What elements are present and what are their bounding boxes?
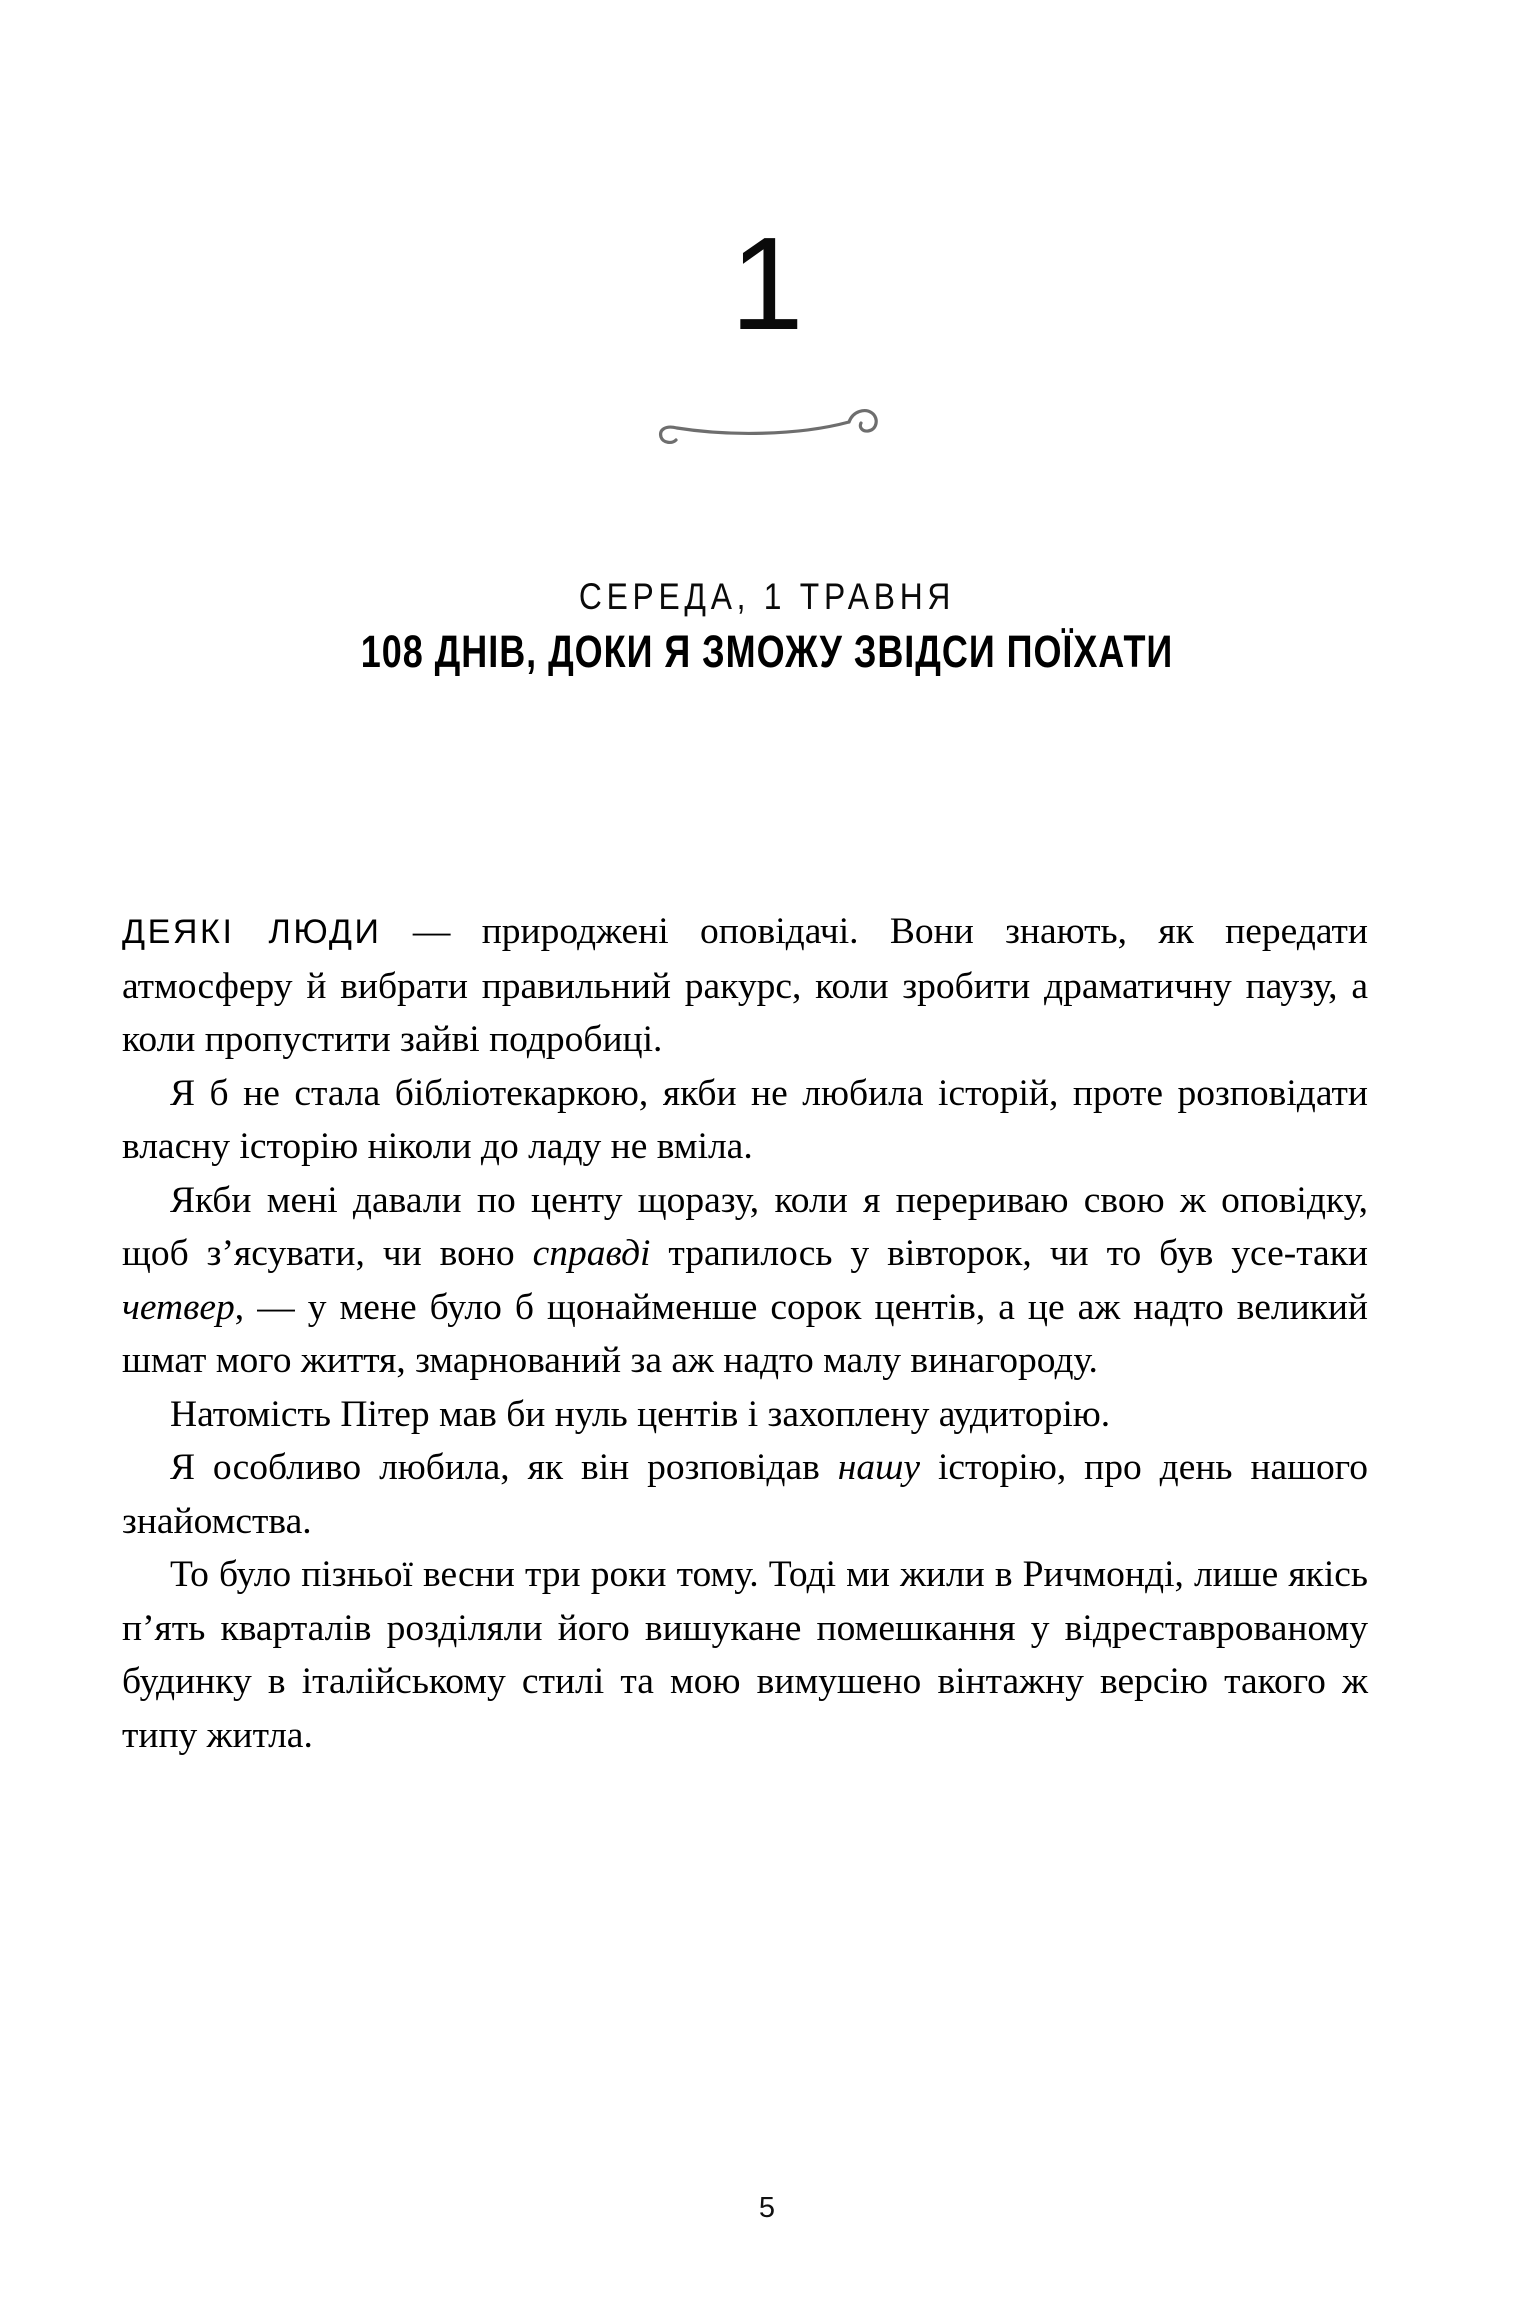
body-paragraph [122, 1388, 1368, 1442]
body-paragraph [122, 1548, 1368, 1762]
page-number: 5 [758, 2192, 776, 2224]
chapter-number: 1 [730, 210, 804, 357]
heading-date-line: СЕРЕДА, 1 ТРАВНЯ [578, 576, 956, 617]
body-text-run: — природжені оповідачі. Вони знають, як передати атмосферу й вибрати правильний ракурс, коли зробити драматичну паузу, а коли пропустити зайві подробиці. [122, 911, 1368, 1060]
body-text-run: Натомість Пітер мав би нуль центів і захоплену аудиторію. [170, 1393, 1111, 1435]
ornament-flourish [0, 392, 1534, 452]
emphasis-italic: четвер [122, 1286, 235, 1328]
heading-countdown-line: 108 ДНІВ, ДОКИ Я ЗМОЖУ ЗВІДСИ ПОЇХАТИ [360, 626, 1174, 678]
body-text-run: То було пізньої весни три роки тому. Тоді ми жили в Ричмонді, лише якісь п’ять кварталів розділяли його вишукане помешкання у відреставрованому будинку в італійському стилі та мою вимушено вінтажну версію такого ж типу житла. [122, 1554, 1368, 1756]
opening-small-caps: ДЕЯКІ ЛЮДИ [122, 913, 382, 951]
body-text-run: історію, про день нашого знайомства. [122, 1447, 1368, 1542]
body-text-run: Я особливо любила, як він розповідав [170, 1447, 838, 1488]
body-paragraph [122, 905, 1368, 1067]
chapter-heading [0, 576, 1534, 677]
body-text-run: Якби мені давали по центу щоразу, коли я перериваю свою ж оповідку, щоб з’ясувати, чи воно [122, 1179, 1368, 1274]
body-text-run: трапилось у вівторок, чи то був усе-таки [650, 1233, 1368, 1274]
body-paragraph [122, 1174, 1368, 1388]
body-paragraph [122, 1067, 1368, 1174]
emphasis-italic: справді [532, 1233, 651, 1274]
emphasis-italic: нашу [837, 1447, 921, 1488]
body-text-run: Я б не стала бібліотекаркою, якби не любила історій, проте розповідати власну історію ніколи до ладу не вміла. [122, 1072, 1368, 1167]
decorative-swash-icon [637, 392, 897, 452]
body-text-run: , — у мене було б щонайменше сорок центів, а це аж надто великий шмат мого життя, змарнований за аж надто малу винагороду. [122, 1286, 1368, 1381]
body-paragraph [122, 1441, 1368, 1548]
body-text [122, 905, 1368, 1762]
